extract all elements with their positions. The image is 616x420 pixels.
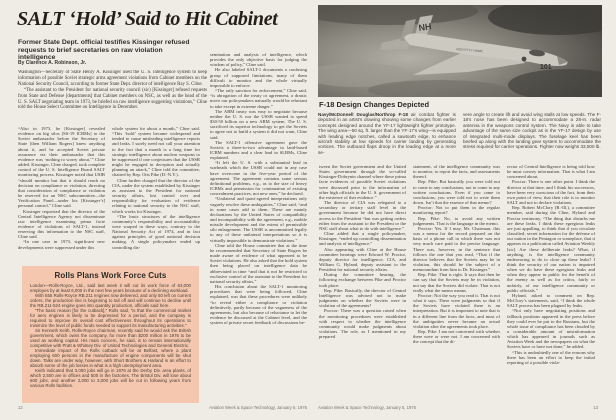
body-paragraph: “It left the U. S. with a substantial lead in warheads which the USSR could not in any case have overcome in the five-year period of the agreement. The agreement contains some serious definitional problems, e.g., as to the size of heavy ICBMs and permission for continuation of existing concealment practices, not new ones,” he declared.: [210, 160, 307, 197]
page-number-right: 13: [593, 405, 598, 410]
body-column-1: [18, 126, 105, 263]
fuselage-label: USS KITTY HAWK: [455, 47, 483, 54]
body-paragraph: Cline added that a single policymaker, Kissinger, “ended up controlling dissemination and analysis of intelligence.”: [319, 231, 406, 247]
f18-photo: [318, 5, 602, 97]
body-paragraph: Proctor: Yes. If I may, Mr. Chairman, this was a memo for the record prepared on the basis of a phone call in which there was not very much care paid to the precise language. There was, however, in the sentence that follows the one that you read, “That if the director believes that the Soviets may be in violation, this should be the subject of a memorandum from him to Dr. Kissinger.”: [413, 225, 500, 273]
page-number-left: 12: [18, 405, 23, 410]
rolls-box-title: Rolls Plans Work Force Cuts: [54, 271, 167, 280]
body-paragraph: whole system for about a month,” Cline said. “This ‘hold’ system became widespread and tended to cause misleading intelligence reports and leaks. I surely need not call your attention to the fact that a month is a long time for strategic intelligence about nuclear weapons to be suppressed if one conjectures that the USSR might be engaged in deception and actually planning an attack,” Cline told the committee, chaired by Rep. Otis Pike (D.-N.Y.).: [112, 126, 200, 178]
rolls-paragraph: With 555 Rolls-Royce RB.211 engines now delivered, and only 50 left on current orders, the production line is beginning to tail off and will continue to decline until the RB.211-524 engine goes into quantity production, officials said here.: [30, 293, 191, 308]
footer-right: Aviation Week & Space Technology, January 5, 1976: [318, 405, 416, 410]
body-paragraph: statement, of the intelligence community was to monitor, to report the facts, and assessments thereof.: [413, 164, 500, 180]
article-headline: SALT ‘Hold’ Said to Hit Cabinet: [17, 8, 278, 30]
body-paragraph: “In one case in 1973, significant new developments were suppressed under this: [18, 239, 105, 250]
caption-left-text: air combat fighter is depicted in an artist’s drawing showing some changes from earlier concepts designed around the YF-17 lightweight fighter prototype. The wing area—50 sq. ft. larger than the YF-17’s wing—is equipped with leading edge notches, called a sawtooth edge, to enhance aircraft stability at low speeds for carrier landing by generating vortices. The outboard flaps droop in the leading edge at a more se-: [318, 112, 456, 155]
body-paragraph: “Unilateral and quasi-agreed interpretations only vaguely resolve these ambiguities,” Cline said, “and in some cases add to them. These are mainly declarations by the United States of compatibility and incompatibility with the agreement, e.g., mobile missile development and the extent of permissible silo enlargement. The USSR is uncommitted legally to any of these unilateral interpretations so it is virtually impossible to demonstrate violations.”: [210, 196, 307, 243]
body-column-4: [319, 164, 406, 412]
body-paragraph: “This is undoubtedly one of the reasons why there has been an effort to keep the initial reporting of a possible viola-: [507, 349, 595, 365]
body-paragraph: Kissinger requested that the director of the Central Intelligence Agency not disseminate raw intelligence examining prima facie evidence of violations of SALT-1, instead reserving this information to the NSC staff, Cline said.: [18, 208, 105, 240]
body-paragraph: semination and analysis of intelligence, which provides the only objective basis for judging the wisdom of policy,” Cline said.: [210, 52, 307, 68]
body-paragraph: Proctor: There is one other point. I think the director at that time, and I think his successors, have been very conscious of the fact, from their own point of view, that their role is to monitor SALT and not to declare violations.: [507, 179, 595, 206]
caption-lead-bold: Navy/McDonnell Douglas/Northrop F-18: [318, 112, 408, 117]
body-column-2: [112, 126, 200, 263]
body-paragraph: Cline further charged that the director of the CIA, under the system established by Kissinger as assistant to the President for national security affairs, lost control over and responsibility for evaluation of evidence relating to national security to the NSC staff, which works for Kissinger.: [112, 177, 200, 214]
body-paragraph: Proctor: There was a question raised when the monitoring procedures were established with respect to whether the intelligence community would make judgments about violations. The role, as I mentioned in my prepared: [319, 308, 406, 340]
photo-caption-right: vere angle to create lift and avoid wing stalls at low speeds. The F-18’s nose has been designed to accommodate a 28-in. radar antenna in the weapons control system. The Navy is able to take advantage of the same size cockpit as in the YF-17 design by use of integrated multi-mode displays. The fuselage keel has been beefed up along with the landing gear system to accommodate the stress required for carrier operations. Fighter now weighs 33,500 lb.: [463, 112, 601, 150]
body-paragraph: He also labeled SALT-1 documents a confusing group of supposed limitations, many of them difficult to monitor and the whole virtually impossible to enforce.: [210, 67, 307, 88]
rolls-paragraph: “The basic reason [for the cutback],” Rolls said, “is that the commercial market for aero engines is likely to be depressed for a period, and the company is required to improve its overall cost effectiveness throughout its operations to minimize the level of public funds needed to support its manufacturing activities.”: [30, 308, 191, 328]
body-paragraph: “The only sanction for enforcement,” Cline said, “is abrogation of the treaty or agreement, a drastic move our policymakers naturally would be reluctant to take except in extreme danger.”: [210, 88, 307, 109]
body-column-3: [210, 52, 307, 410]
article-intro: [18, 70, 207, 125]
body-paragraph: Rep. Pike: No, to avoid any written judgements. That is the language in the memo.: [413, 215, 500, 226]
body-paragraph: Proctor: Not to put them in the regular monitoring report?: [413, 205, 500, 216]
body-paragraph: rector of Central Intelligence is being told how he must convey information. That is what I am concerned about.: [507, 164, 595, 180]
photo-caption-left: [318, 112, 456, 159]
body-column-6: [507, 164, 595, 412]
rolls-paragraph: Immediate impact of the Rolls cutback will be at Belfast, where a plant employing 600 persons in the manufacture of engine components will be shut down. Talks are under way, however, with Short Brothers & Harland in an effort to absorb some of the job losses in what is a high unemployment area.: [30, 348, 191, 368]
body-paragraph: “The basic structures of the intelligence community’s responsibility and accountability were warped in these ways, contrary to the National Security Act of 1974, and in fact against principles of good national decision making. A single policymaker ended up controlling dis-: [112, 213, 200, 250]
body-paragraph: Rep. Pike: I am not concerned with whether there were or were not. I am concerned with the concept that the di-: [413, 329, 500, 345]
body-paragraph: Also appearing with Cline at the House committee hearings were Edward W. Proctor, deputy director for intelligence, CIA, and William G. Hyland, deputy assistant to the President for national security affairs.: [319, 246, 406, 273]
rolls-paragraph: Sir Kenneth Keith, Rolls-Royce chairman, recently said he would ask the British government, which owns the company, for more than $200 million in 1976 to be used as working capital. His main concern, he said, is to remain internationally competitive with Pratt & Whitney Div. of United Technologies and General Electric.: [30, 328, 191, 348]
body-paragraph: tween the Soviet government and the United States government through the so-called Kissinger-Dobrynin channel where these prima facie evidences of possible Soviet violations were discussed prior to the information of other high officials in the U. S. government of the existence of that evidence.”: [319, 164, 406, 200]
aircraft-illustration: [318, 5, 602, 97]
body-paragraph: The ABM treaty was easy to negotiate because neither the U. S. nor the USSR wanted to spend $30-50 billion on a new ABM system. The U. S. sacrificed its superior technology to get the Soviets to agree not to build a system it did not want, Cline said.: [210, 108, 307, 140]
intro-paragraph: “The assistant to the President for national security council (sic) [Kissinger] refused requests from State and Defense [departments] that Cabinet members on NSC, as well as the head of the U. S. SALT negotiating team in 1973, be briefed on raw intelligence suggesting violations,” Cline told the House Select Committee on Intelligence in December.: [18, 87, 207, 111]
tail-code: NH: [417, 21, 433, 33]
body-column-5: [413, 164, 500, 412]
body-paragraph: “Not only have negotiating positions and fallback positions appeared in the press before they could ever be put to the Russians, but the whole issue of compliance has been clouded by a considerable amount of misinformation which has appeared in journals such as Aviation Week and the newspapers on what the Soviets have or have not done,” he added.: [507, 308, 595, 350]
body-paragraph: The SALT-1 offensive agreement gave the Soviets a three-to-two advantage in land-based ICBM numbers and a clear lead in SLBMs, Cline explained.: [210, 139, 307, 161]
nose-number: 101: [540, 64, 552, 71]
photo-caption-title: F-18 Design Changes Depicted: [319, 100, 430, 109]
body-paragraph: Proctor: Not the way you read it. That is not what it says. There were judgments so that if the Soviets have violated there is an interpretation. But it is important to note that is in a different line from the facts, and most of the ambiguities never became an actual violation after the agreements took place.: [413, 292, 500, 329]
body-paragraph: Cline told the House committee that at the time he recommended that Secretary of State Rogers be made aware of evidence of what appeared to be Soviet violations. He also asked that the hold system then being placed on intelligence data be abbreviated in time “and that it not be restricted to exclusive control of the assistant to the President for national security affairs.”: [210, 242, 307, 284]
body-paragraph: Rep. Pike: Basically, the director of Central Intelligence was advised not to make judgments on whether the Soviets were in violation of the agreements?: [319, 287, 406, 309]
rolls-paragraph: Keith indicated that 3,000 jobs will go in 1976 at the Derby Div. area plants, of which 2,500 are in offices and 500 in the factories. The Bristol Div. will lose about 600 jobs, and another 2,000 to 3,000 jobs will be cut in following years from various Rolls facilities.: [30, 368, 191, 388]
rolls-paragraph: London—Rolls-Royce, Ltd., said last week it will cut its work force of 63,000 employes by at least 6,000 in the next few years because of a declining workload.: [30, 283, 191, 293]
body-paragraph: Rep. Pike: That is right. It says that then he can say that the Soviets may be in violation, not say that the Soviets did violate. That is not really what the memo means.: [413, 272, 500, 293]
body-paragraph: His conclusion about the SALT-1 monitoring procedures that were being followed, Cline explained, was that these procedures were unlikely “to reveal either a compliance or violation definitively, partly because of the vagueness of the agreements, but also because of reluctance to let the evidence be discussed at the Cabinet level, and the system of private secret feedback of discussions be-: [210, 284, 307, 326]
article-subtitle: Former State Dept. official testifies Kissinger refused requests to brief secretaries on raw violation intelligence: [18, 39, 190, 62]
intro-paragraph: Washington—Secretary of State Henry A. Kissinger used the U. S. intelligence system to keep information of possible Soviet strategic arms agreement violations from Cabinet members on the National Security Council, according to former State Dept. director of intelligence Ray S. Cline.: [18, 70, 207, 87]
body-paragraph: Rep. Pike: But basically you were told not to come to any conclusions; not to come to any written conclusions. Even if you came to conclusions, you were told not to write them down. Isn’t that the essence of that memo?: [413, 179, 500, 206]
body-paragraph: The director of CIA was relegated to a secondary or tertiary staff level in the government because he did not have direct access to the President “but was getting orders either from the assistant to the President or the NSC staff about what to do with intelligence.”: [319, 200, 406, 231]
body-paragraph: During the committee hearing, the following exchange between Pike and Proctor took place:: [319, 272, 406, 288]
body-paragraph: Rep. Robert McClory (R.-Ill.), a committee member, said during the Cline, Hyland and Proctor testimony, “The thing that disturbs me are these leaks. I think these egregious leaks are just appalling, to think that if you circulate classified, secret information for the defense of our nation in the Pentagon or someplace, that it appears in a publication called Aviation Weekly [sic]. Are these deliberate leaks? What, if anything, is the intelligence community endeavoring to do to close up these leaks? I think the security of our nation is impaired when we do have these egregious leaks and when they appear in public for the benefit of the enemy as well as for critics, fairly or unfairly, of our intelligence community or public officials.”: [507, 205, 595, 293]
body-paragraph: Hyland, asked to comment on Rep. McClory’s statements, said, “I think the whole SALT process has been plagued by leaks.: [507, 292, 595, 309]
footer-left: Aviation Week & Space Technology, January 5, 1976: [209, 405, 307, 410]
article-byline: By Clarence A. Robinson, Jr.: [18, 60, 87, 66]
rolls-box: [22, 266, 199, 403]
body-paragraph: “Also in 1973, he [Kissinger] revealed evidence on big silos [SS-19 ICBMs] to the Soviet ambassador before the Secretary of State [then William Rogers] knew anything about it, and he accepted Soviet private assurance via their ambassador that this evidence was ‘nothing to worry about,’” Cline added. Kissinger, Cline charged, took complete control of the U. S. Intelligence Board SALT monitoring process. Kissinger noted that USIB “should monitor but that it should reach no decision on compliance or violation, directing that consideration of compliance or violation be reserved for an NSC subcommittee—the Verification Panel—under his [Kissinger’s] personal control,” Cline said.: [18, 126, 105, 209]
